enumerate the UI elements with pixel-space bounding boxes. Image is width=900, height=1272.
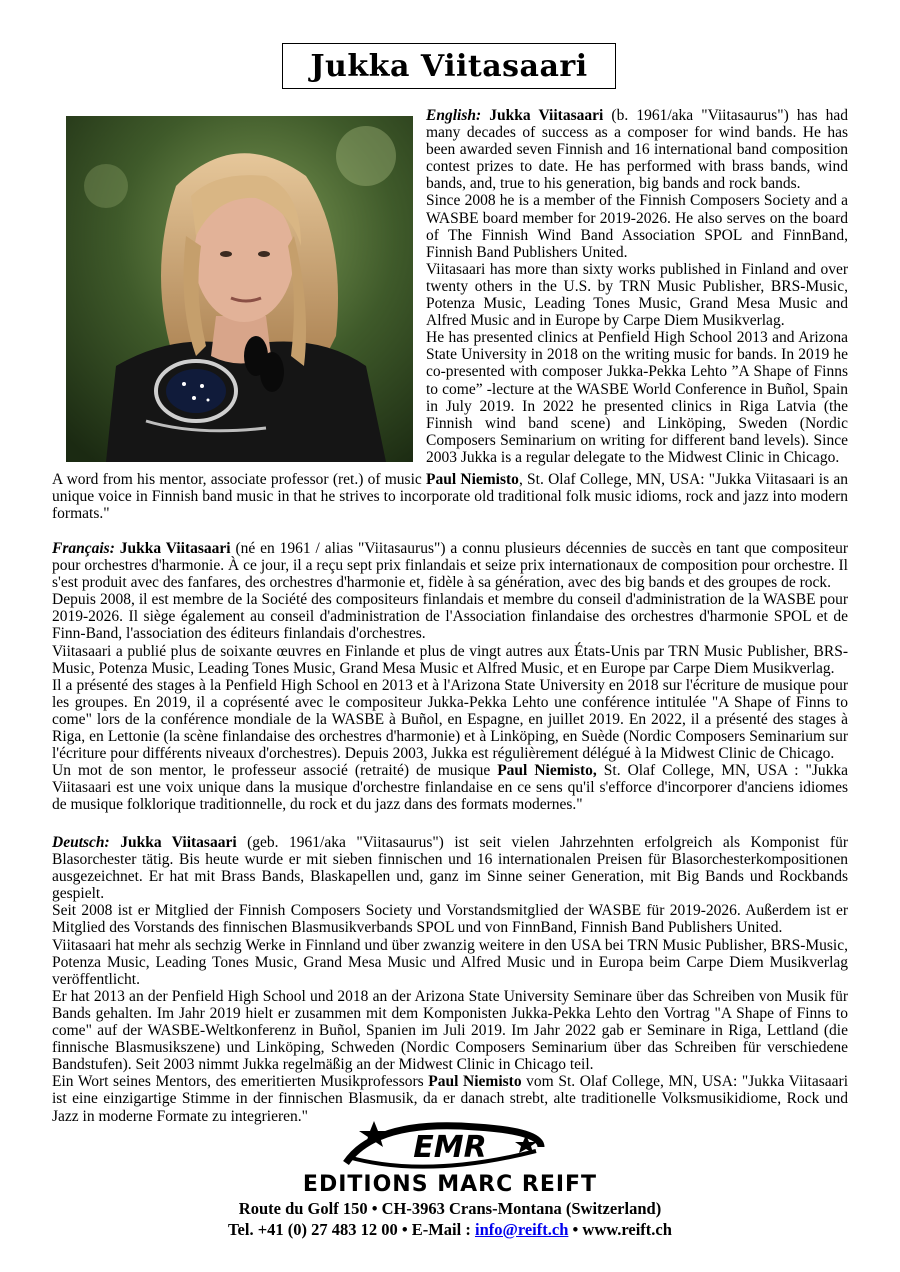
french-p2: Depuis 2008, il est membre de la Société des compositeurs finlandais et membre du conseil d'administration de la WASBE pour 2019-2026. Il siège également au conseil d'administration de l'Association finlandaise des orchestres d'harmonie SPOL et de Finn-Band, l'association des éditeurs finlandais d'orchestres. [52,591,848,643]
email-link[interactable]: info@reift.ch [474,1220,569,1239]
german-p3: Viitasaari hat mehr als sechzig Werke in Finnland und über zwanzig weitere in den USA bei TRN Music Publisher, BRS-Music, Potenza Music, Leading Tones Music, Grand Mesa Music und Alfred Music und in Europa beim Carpe Diem Musikverlag veröffentlicht. [52,936,848,988]
french-section [52,540,848,814]
french-mentor-quote [52,762,848,813]
german-label: Deutsch: [52,834,110,851]
french-label: Français: [52,540,115,557]
portrait-photo [66,116,413,462]
german-section [52,834,848,1125]
footer-contact [0,1219,900,1240]
page-title-box [282,43,616,89]
english-p2: Since 2008 he is a member of the Finnish Composers Society and a WASBE board member for 2019-2026. He also serves on the board of The Finnish Wind Band Association SPOL and FinnBand, Finnish Band Publishers United. [426,192,848,261]
english-mentor-post: , St. Olaf College, MN, USA: "Jukka Viitasaari is an unique voice in Finnish band music in that he strives to incorporate old traditional folk music idioms, rock and jazz into modern formats." [52,471,848,523]
german-mentor-pre: Ein Wort seines Mentors, des emeritierten Musikprofessors [52,1073,424,1091]
french-intro [52,540,848,591]
german-p1: (geb. 1961/aka "Viitasaurus") ist seit vielen Jahrzehnten erfolgreich als Komponist für Blasorchester tätig. Bis heute wurde er mit sieben finnischen und 16 internationalen Preisen für Blasorchesterkompositionen ausgezeichnet. Er hat mit Brass Bands, Blaskapellen und, ganz im Sinne seiner Generation, mit Big Bands und Rockbands gespielt. [52,834,849,903]
english-mentor-name: Paul Niemisto [426,471,519,488]
logo-mark: EMR [413,1130,487,1165]
footer [0,1198,900,1240]
footer-web: • www.reift.ch [568,1220,672,1239]
english-intro [426,107,848,192]
english-mentor-section [52,471,848,522]
french-p4: Il a présenté des stages à la Penfield High School en 2013 et à l'Arizona State University en 2018 sur l'écriture de musique pour les groupes. En 2019, il a coprésenté avec le compositeur Jukka-Pekka Lehto une conférence intitulée "A Shape of Finns to come" lors de la conférence mondiale de la WASBE à Buñol, en Espagne, en juillet 2019. En 2022, il a présenté des stages à Riga, en Lettonie (la scène finlandaise des orchestres d'harmonie) et à Linköping, en Suède (Nordic Composers Seminarium sur l'écriture pour différents niveaux d'orchestres). Depuis 2003, Jukka est régulièrement délégué à la Midwest Clinic de Chicago. [52,676,848,763]
french-mentor-pre: Un mot de son mentor, le professeur associé (retraité) de musique [52,762,491,780]
german-mentor-name: Paul Niemisto [428,1073,522,1091]
german-intro [52,834,848,902]
footer-tel: Tel. +41 (0) 27 483 12 00 • E-Mail : [228,1220,475,1239]
english-name: Jukka Viitasaari [489,107,604,124]
french-p1: (né en 1961 / alias "Viitasaurus") a connu plusieurs décennies de succès en tant que compositeur pour orchestres d'harmonie. À ce jour, il a reçu sept prix finlandais et seize prix internationaux de composition pour orchestre. Il s'est produit avec des fanfares, des orchestres d'harmonie et, fidèle à sa génération, avec des big bands et des groupes de rock. [52,540,849,592]
footer-address: Route du Golf 150 • CH-3963 Crans-Montana (Switzerland) [238,1199,662,1218]
english-section [426,107,848,466]
german-p2: Seit 2008 ist er Mitglied der Finnish Composers Society und Vorstandsmitglied der WASBE für 2019-2026. Außerdem ist er Mitglied des Vorstands des finnischen Blasmusikverbands SPOL und von FinnBand, Finnish Band Publishers United. [52,902,848,937]
french-mentor-post: St. Olaf College, MN, USA : "Jukka Viitasaari est une voix unique dans la musique d'orchestre finlandaise en ce sens qu'il s'efforce d'incorporer d'anciens idiomes de musique folklorique traditionnelle, du rock et du jazz dans des formats modernes." [52,762,848,814]
english-mentor-pre: A word from his mentor, associate professor (ret.) of music [52,471,422,488]
german-p4: Er hat 2013 an der Penfield High School und 2018 an der Arizona State University Seminare über das Schreiben von Musik für Bands gehalten. Im Jahr 2019 hielt er zusammen mit dem Komponisten Jukka-Pekka Lehto den Vortrag "A Shape of Finns to come" auf der WASBE-Weltkonferenz in Buñol, Spanien im Juli 2019. Im Jahr 2022 gab er Seminare in Riga, Lettland (die finnische Blasmusikszene) und Linköping, Schweden (Nordic Composers Seminarium über das Schreiben für verschiedene Bandstufen). Seit 2003 nimmt Jukka regelmäßig an der Midwest Clinic in Chicago teil. [52,987,848,1074]
english-label: English: [426,107,482,124]
french-name: Jukka Viitasaari [119,540,231,557]
english-mentor-quote [52,471,848,522]
french-p3: Viitasaari a publié plus de soixante œuvres en Finlande et plus de vingt autres aux États-Unis par TRN Music Publisher, BRS-Music, Potenza Music, Leading Tones Music, Grand Mesa Music et Alfred Music, et en Europe par Carpe Diem Musikverlag. [52,642,848,677]
english-p3: Viitasaari has more than sixty works published in Finland and over twenty others in the U.S. by TRN Music Publisher, BRS-Music, Potenza Music, Leading Tones Music, Grand Mesa Music and Alfred Music and in Europe by Carpe Diem Musikverlag. [426,260,848,330]
english-p4: He has presented clinics at Penfield High School 2013 and Arizona State University in 2018 on the writing music for bands. In 2019 he co-presented with composer Jukka-Pekka Lehto ”A Shape of Finns to come” -lecture at the WASBE World Conference in Buñol, Spain in July 2019. In 2022 he presented clinics in Riga Latvia (the Finnish wind band scene) and Linköping, Sweden (Nordic Composers Seminarium on writing for different band levels). Since 2003 Jukka is a regular delegate to the Midwest Clinic in Chicago. [426,329,848,466]
german-mentor-post: vom St. Olaf College, MN, USA: "Jukka Viitasaari ist eine einzigartige Stimme in der finnischen Blasmusik, da er danach strebt, alte traditionelle Volksmusikidiome, Rock und Jazz in moderne Formate zu integrieren." [52,1073,848,1125]
logo-text: EDITIONS MARC REIFT [302,1172,598,1197]
english-p1: (b. 1961/aka "Viitasaurus") has had many decades of success as a composer for wind bands. He has been awarded seven Finnish and 16 international band composition contest prizes to date. He has performed with brass bands, wind bands, and, true to his generation, big bands and rock bands. [426,107,848,193]
page-title: Jukka Viitasaari [310,48,588,84]
german-name: Jukka Viitasaari [120,834,237,851]
french-mentor-name: Paul Niemisto, [497,762,597,780]
emr-logo [286,1117,614,1197]
